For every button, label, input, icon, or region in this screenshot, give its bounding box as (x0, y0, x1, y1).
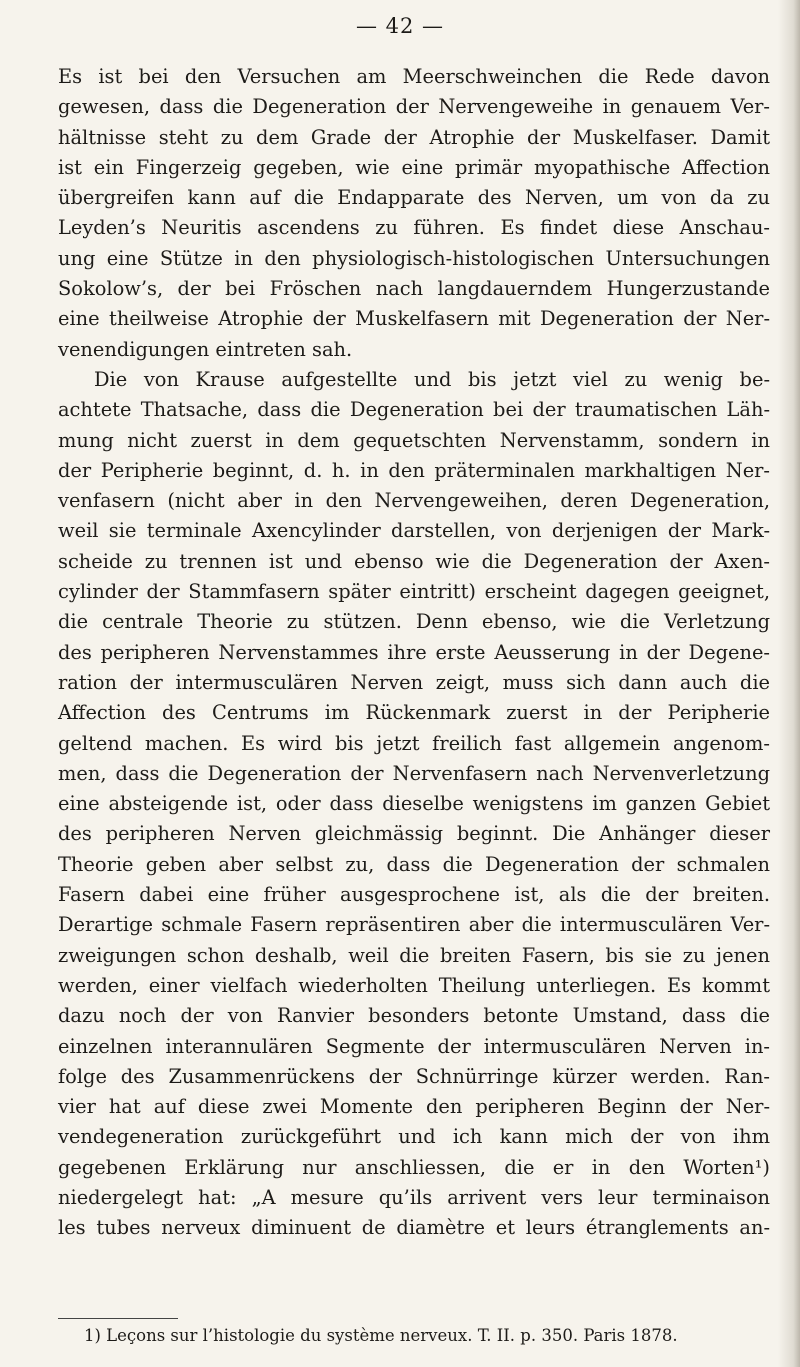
text-line: niedergelegt hat: „A mesure qu’ils arrivent vers leur terminaison (58, 1185, 770, 1209)
text-line: ration der intermusculären Nerven zeigt, muss sich dann auch die (58, 670, 770, 694)
paragraph-start-line: Die von Krause aufgestellte und bis jetzt viel zu wenig be- (94, 367, 770, 391)
text-line: cylinder der Stammfasern später eintritt) erscheint dagegen geeignet, (58, 580, 770, 604)
text-line: vier hat auf diese zwei Momente den peripheren Beginn der Ner- (58, 1095, 770, 1119)
text-line: gewesen, dass die Degeneration der Nervengeweihe in genauem Ver- (58, 95, 770, 119)
text-line: vendegeneration zurückgeführt und ich kann mich der von ihm (58, 1125, 770, 1149)
text-line: Derartige schmale Fasern repräsentiren aber die intermusculären Ver- (58, 913, 770, 937)
text-line: ist ein Fingerzeig gegeben, wie eine primär myopathische Affection (58, 155, 770, 179)
text-line: Theorie geben aber selbst zu, dass die Degeneration der schmalen (58, 852, 770, 876)
page-edge-shadow (778, 0, 800, 1367)
text-line: ung eine Stütze in den physiologisch-histologischen Untersuchungen (58, 246, 770, 270)
text-line: werden, einer vielfach wiederholten Theilung unterliegen. Es kommt (58, 973, 770, 997)
text-line: weil sie terminale Axencylinder darstellen, von derjenigen der Mark- (58, 519, 770, 543)
text-line: die centrale Theorie zu stützen. Denn ebenso, wie die Verletzung (58, 610, 770, 634)
footnote: 1) Leçons sur l’histologie du système nerveux. T. II. p. 350. Paris 1878. (84, 1326, 678, 1345)
text-line: Sokolow’s, der bei Fröschen nach langdauerndem Hungerzustande (58, 277, 770, 301)
text-line: des peripheren Nerven gleichmässig beginnt. Die Anhänger dieser (58, 822, 770, 846)
text-line: gegebenen Erklärung nur anschliessen, die er in den Worten¹) (58, 1155, 770, 1179)
text-line: eine absteigende ist, oder dass dieselbe wenigstens im ganzen Gebiet (58, 792, 770, 816)
text-line: Es ist bei den Versuchen am Meerschweinchen die Rede davon (58, 65, 770, 88)
text-line: mung nicht zuerst in dem gequetschten Nervenstamm, sondern in (58, 428, 770, 452)
text-line: achtete Thatsache, dass die Degeneration bei der traumatischen Läh- (58, 398, 770, 422)
page-number: — 42 — (355, 14, 445, 38)
text-line: der Peripherie beginnt, d. h. in den präterminalen markhaltigen Ner- (58, 458, 770, 482)
text-line: venfasern (nicht aber in den Nervengeweihen, deren Degeneration, (58, 489, 770, 513)
text-line: geltend machen. Es wird bis jetzt freilich fast allgemein angenom- (58, 731, 770, 755)
text-line: folge des Zusammenrückens der Schnürringe kürzer werden. Ran- (58, 1064, 770, 1088)
footnote-divider (58, 1318, 178, 1319)
text-line: Fasern dabei eine früher ausgesprochene ist, als die der breiten. (58, 883, 770, 907)
body-text (58, 62, 770, 1244)
text-line: Leyden’s Neuritis ascendens zu führen. Es findet diese Anschau- (58, 216, 770, 240)
text-line: hältnisse steht zu dem Grade der Atrophie der Muskelfaser. Damit (58, 125, 770, 149)
text-line: eine theilweise Atrophie der Muskelfasern mit Degeneration der Ner- (58, 307, 770, 331)
text-line: zweigungen schon deshalb, weil die breiten Fasern, bis sie zu jenen (58, 943, 770, 967)
text-line: einzelnen interannulären Segmente der intermusculären Nerven in- (58, 1034, 770, 1058)
text-line: übergreifen kann auf die Endapparate des Nerven, um von da zu (58, 186, 770, 210)
text-line: les tubes nerveux diminuent de diamètre et leurs étranglements an- (58, 1216, 770, 1240)
text-line: venendigungen eintreten sah. (58, 337, 353, 361)
text-line: des peripheren Nervenstammes ihre erste Aeusserung in der Degene- (58, 640, 770, 664)
text-line: men, dass die Degeneration der Nervenfasern nach Nervenverletzung (58, 761, 770, 785)
text-line: dazu noch der von Ranvier besonders betonte Umstand, dass die (58, 1004, 770, 1028)
text-line: Affection des Centrums im Rückenmark zuerst in der Peripherie (58, 701, 770, 725)
text-line: scheide zu trennen ist und ebenso wie die Degeneration der Axen- (58, 549, 770, 573)
